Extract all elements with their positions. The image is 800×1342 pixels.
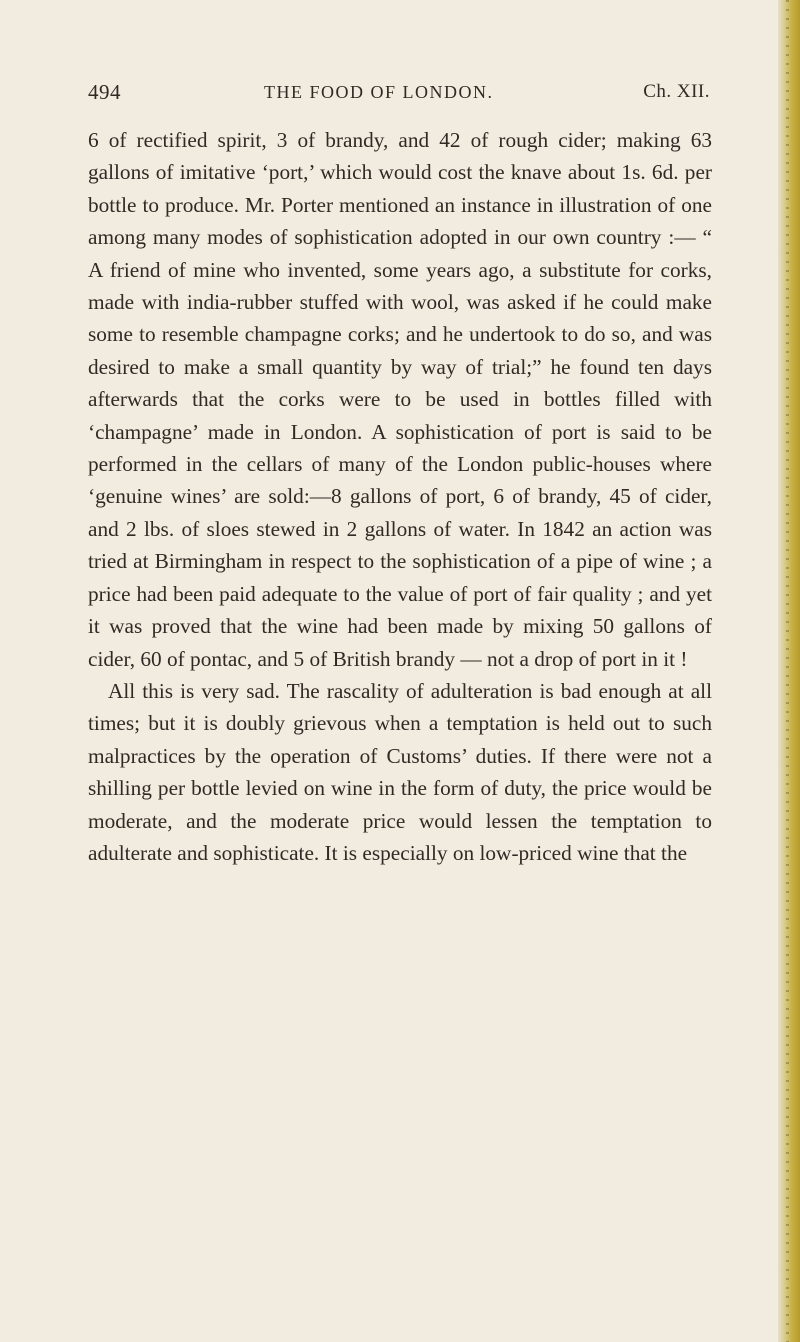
paragraph-2: All this is very sad. The rascality of adulteration is bad enough at all times; but it is doubly grievous when a temptation is held out to such malpractices by the operation of Customs’ duties. If there were not a shilling per bottle levied on wine in the form of duty, the price would be moderate, and the moderate price would lessen the temptation to adulterate and sophisticate. It is especially on low-priced wine that the (88, 678, 712, 865)
running-title: THE FOOD OF LONDON. (264, 82, 494, 102)
page-number: 494 (88, 80, 121, 104)
page-header (88, 80, 710, 106)
paragraph-1: 6 of rectified spirit, 3 of brandy, and 42 of rough cider; making 63 gallons of imitative ‘port,’ which would cost the knave about 1s. 6d. per bottle to produce. Mr. Porter mentioned an instance in illustration of one among many modes of sophistication adopted in our own country :— “ A friend of mine who invented, some years ago, a substitute for corks, made with india-rubber stuffed with wool, was asked if he could make some to resemble champagne corks; and he undertook to do so, and was desired to make a small quantity by way of trial;” he found ten days afterwards that the corks were to be used in bottles filled with ‘champagne’ made in London. A sophistication of port is said to be performed in the cellars of many of the London public-houses where ‘genuine wines’ are sold:—8 gallons of port, 6 of brandy, 45 of cider, and 2 lbs. of sloes stewed in 2 gallons of water. In 1842 an action was tried at Birmingham in respect to the sophistication of a pipe of wine ; a price had been paid adequate to the value of port of fair quality ; and yet it was proved that the wine had been made by mixing 50 gallons of cider, 60 of pontac, and 5 of British brandy — not a drop of port in it ! (88, 128, 712, 671)
book-spine-edge (778, 0, 800, 1342)
chapter-label: Ch. XII. (643, 81, 710, 102)
page-body (88, 124, 712, 869)
